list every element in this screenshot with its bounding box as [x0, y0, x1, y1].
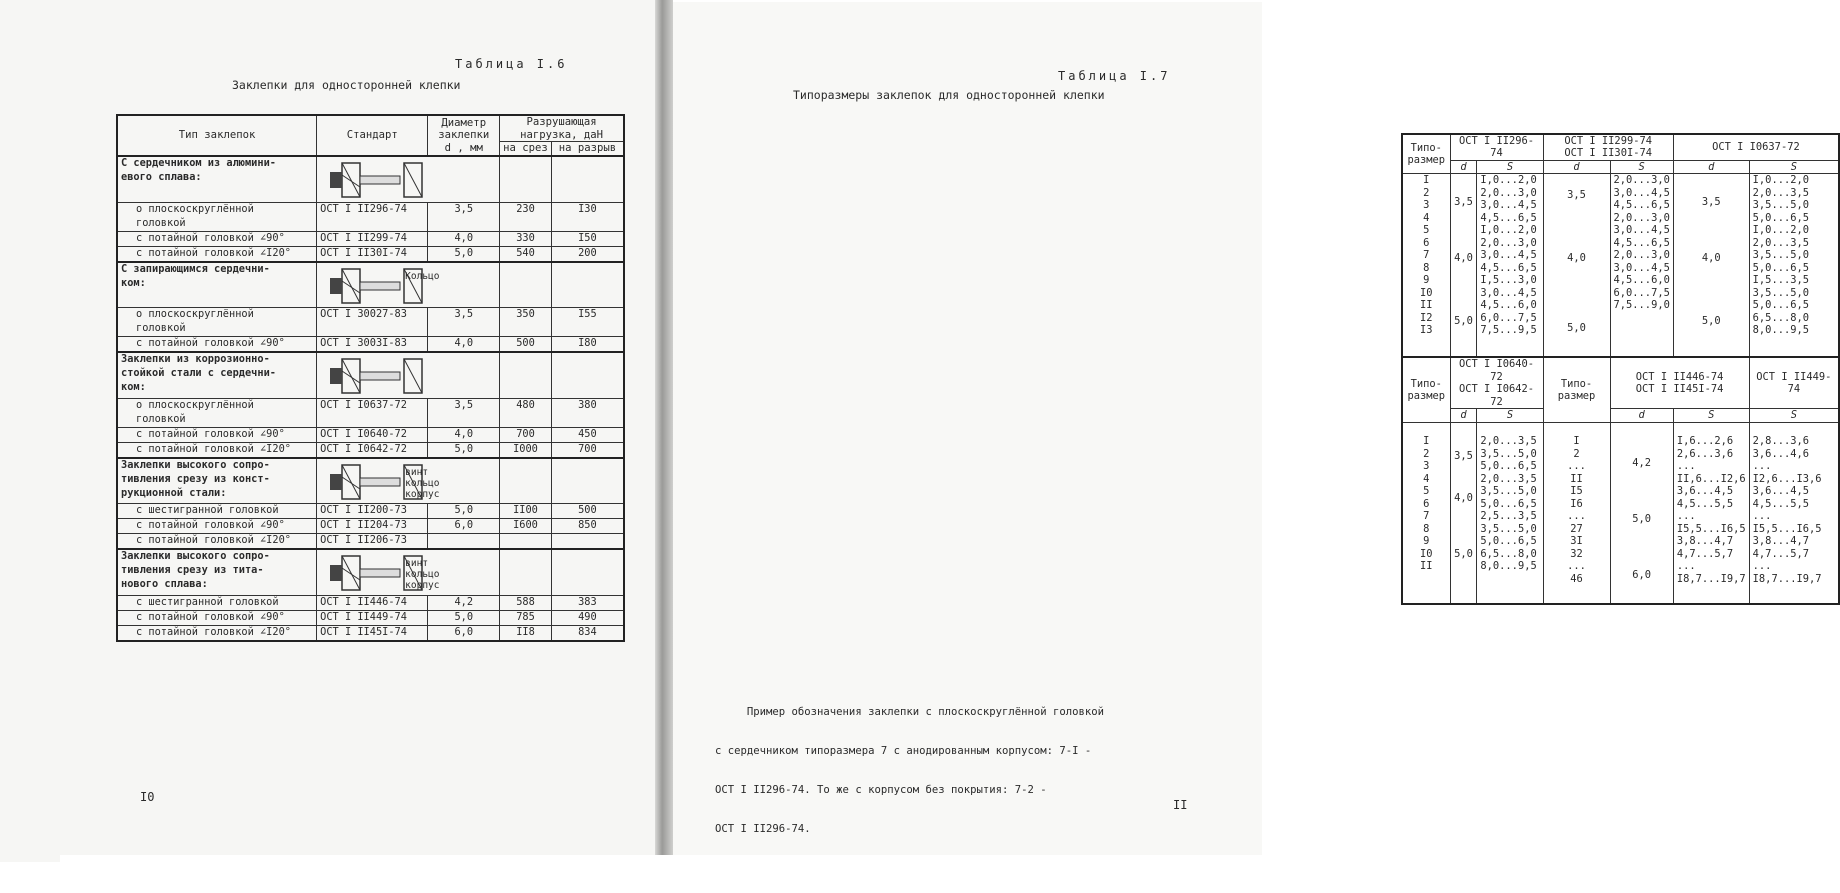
rivet-type: с шестигранной головкой — [117, 595, 317, 610]
note-line: с сердечником типоразмера 7 с анодированным корпусом: 7-I - — [715, 745, 1092, 757]
standard-cell: ОСТ I 3003I-83 — [317, 337, 428, 353]
tension-cell: I30 — [551, 202, 624, 231]
shear-cell — [500, 534, 552, 550]
group-header: ОСТ I II449-74 — [1749, 357, 1839, 408]
d-col: 3,5 4,0 5,0 — [1450, 422, 1477, 604]
example-note — [715, 680, 1104, 862]
s-col: 2,8...3,6 3,6...4,6 ... I2,6...I3,6 3,6...4,5 4,5...5,5 ... I5,5...I6,5 3,8...4,7 4,7...5,7 ... I8,7...I9,7 — [1749, 422, 1839, 604]
rivet-type: о плоскоскруглённой головкой — [117, 202, 317, 231]
rivet-type: с потайной головкой ∠I20° — [117, 534, 317, 550]
tension-cell: 490 — [551, 610, 624, 625]
table-row — [117, 427, 624, 442]
s-col: 2,0...3,5 3,5...5,0 5,0...6,5 2,0...3,5 3,5...5,0 5,0...6,5 2,5...3,5 3,5...5,0 5,0...6,5 6,5...8,0 8,0...9,5 — [1477, 422, 1543, 604]
header-type: Тип заклепок — [117, 115, 317, 156]
table-label: Таблица I.6 — [455, 57, 568, 71]
group-header: ОСТ I I0637-72 — [1673, 134, 1839, 160]
diameter-cell: 3,5 — [428, 202, 500, 231]
s-header: S — [1749, 160, 1839, 173]
header-diameter: Диаметр заклепки d , мм — [428, 115, 500, 156]
tension-cell: 200 — [551, 246, 624, 262]
table-label: Таблица I.7 — [1058, 69, 1171, 83]
section-row — [117, 262, 624, 308]
left-page — [0, 0, 664, 862]
s-col: 2,0...3,0 3,0...4,5 4,5...6,5 2,0...3,0 3,0...4,5 4,5...6,5 2,0...3,0 3,0...4,5 4,5...6,0 6,0...7,5 7,5...9,0 — [1610, 174, 1673, 358]
figure-cell — [317, 156, 500, 202]
figure-cell — [317, 352, 500, 398]
d-header: d — [1450, 409, 1477, 422]
standard-cell: ОСТ I 30027-83 — [317, 308, 428, 337]
table-row — [117, 610, 624, 625]
diameter-cell: 3,5 — [428, 398, 500, 427]
shear-cell: 230 — [500, 202, 552, 231]
s-header: S — [1610, 160, 1673, 173]
diameter-cell: 5,0 — [428, 610, 500, 625]
section-row — [117, 549, 624, 595]
tension-cell: I50 — [551, 231, 624, 246]
rivet-type: о плоскоскруглённой головкой — [117, 308, 317, 337]
shear-cell: 785 — [500, 610, 552, 625]
section-row — [117, 352, 624, 398]
note-line: ОСТ I II296-74. То же с корпусом без покрытия: 7-2 - — [715, 784, 1047, 796]
d-header: d — [1450, 160, 1477, 173]
standard-cell: ОСТ I II204-73 — [317, 519, 428, 534]
shear-cell: II8 — [500, 625, 552, 641]
shear-cell: 588 — [500, 595, 552, 610]
rivet-type: с потайной головкой ∠90° — [117, 610, 317, 625]
diameter-cell: 4,2 — [428, 595, 500, 610]
sizes-block — [1402, 174, 1839, 358]
standard-cell: ОСТ I II299-74 — [317, 231, 428, 246]
s-header: S — [1749, 409, 1839, 422]
standard-cell: ОСТ I I0640-72 — [317, 427, 428, 442]
diameter-cell: 6,0 — [428, 519, 500, 534]
rivets-table — [116, 114, 625, 642]
figure-cell — [317, 262, 500, 308]
table-row — [117, 231, 624, 246]
table-row — [117, 625, 624, 641]
right-page — [668, 2, 1832, 864]
table-row — [117, 504, 624, 519]
tension-cell: 850 — [551, 519, 624, 534]
d-header: d — [1543, 160, 1610, 173]
table-row — [117, 595, 624, 610]
shear-cell: II00 — [500, 504, 552, 519]
table-row — [117, 308, 624, 337]
header-shear: на срез — [500, 142, 552, 156]
group-header: ОСТ I II446-74 ОСТ I II45I-74 — [1610, 357, 1749, 408]
shear-cell: 540 — [500, 246, 552, 262]
d-header: d — [1673, 160, 1749, 173]
rivet-type: с потайной головкой ∠90° — [117, 427, 317, 442]
tension-cell: 383 — [551, 595, 624, 610]
note-line: ОСТ I II296-74. — [715, 823, 811, 835]
standard-cell: ОСТ I II449-74 — [317, 610, 428, 625]
s-header: S — [1673, 409, 1749, 422]
header-standard: Стандарт — [317, 115, 428, 156]
diameter-cell: 4,0 — [428, 427, 500, 442]
figure-labels: винт кольцо корпус — [405, 558, 440, 592]
section-title: С сердечником из алюмини- евого сплава: — [117, 156, 317, 202]
rivet-type: с потайной головкой ∠90° — [117, 231, 317, 246]
table-row — [117, 202, 624, 231]
size-header: Типо-размер — [1402, 134, 1450, 174]
rivet-type: с потайной головкой ∠I20° — [117, 246, 317, 262]
table-row — [117, 519, 624, 534]
standard-cell: ОСТ I II200-73 — [317, 504, 428, 519]
standard-cell: ОСТ I II446-74 — [317, 595, 428, 610]
size-header: Типо-размер — [1402, 357, 1450, 422]
group-header: ОСТ I II296-74 — [1450, 134, 1543, 160]
s-header: S — [1477, 160, 1543, 173]
page-number: II — [1173, 798, 1188, 812]
rivet-type: о плоскоскруглённой головкой — [117, 398, 317, 427]
standard-cell: ОСТ I II206-73 — [317, 534, 428, 550]
diameter-cell: 3,5 — [428, 308, 500, 337]
rivet-type: с шестигранной головкой — [117, 504, 317, 519]
page-number: I0 — [140, 790, 155, 804]
tension-cell: 380 — [551, 398, 624, 427]
tension-cell: I55 — [551, 308, 624, 337]
d-col: 3,5 4,0 5,0 — [1543, 174, 1610, 358]
diameter-cell: 4,0 — [428, 337, 500, 353]
standard-cell: ОСТ I II296-74 — [317, 202, 428, 231]
table-row — [117, 534, 624, 550]
page-edge — [60, 855, 1262, 893]
rivet-figure — [320, 157, 430, 203]
diameter-cell: 4,0 — [428, 231, 500, 246]
figure-cell — [317, 549, 500, 595]
tension-cell: 450 — [551, 427, 624, 442]
section-title: С запирающимся сердечни- ком: — [117, 262, 317, 308]
header-load: Разрушающая нагрузка, даН — [500, 115, 624, 142]
diameter-cell: 6,0 — [428, 625, 500, 641]
book-gutter — [655, 0, 673, 893]
section-row — [117, 458, 624, 504]
table-caption: Типоразмеры заклепок для односторонней клепки — [793, 88, 1105, 102]
figure-cell — [317, 458, 500, 504]
d-col: 3,5 4,0 5,0 — [1450, 174, 1477, 358]
rivet-figure — [320, 353, 430, 399]
standard-cell: ОСТ I II45I-74 — [317, 625, 428, 641]
table-row — [117, 337, 624, 353]
group-header: ОСТ I I0640-72 ОСТ I I0642-72 — [1450, 357, 1543, 408]
tension-cell: 834 — [551, 625, 624, 641]
header-tension: на разрыв — [551, 142, 624, 156]
rivet-type: с потайной головкой ∠90° — [117, 519, 317, 534]
s-col: I,0...2,0 2,0...3,5 3,5...5,0 5,0...6,5 I,0...2,0 2,0...3,5 3,5...5,0 5,0...6,5 I,5...3,5 3,5...5,0 5,0...6,5 6,5...8,0 8,0...9,5 — [1749, 174, 1839, 358]
size-col: I 2 3 4 5 6 7 8 9 I0 II — [1402, 422, 1450, 604]
shear-cell: I000 — [500, 442, 552, 458]
d-col: 3,5 4,0 5,0 — [1673, 174, 1749, 358]
d-header: d — [1610, 409, 1673, 422]
shear-cell: 480 — [500, 398, 552, 427]
group-header: ОСТ I II299-74 ОСТ I II30I-74 — [1543, 134, 1673, 160]
tension-cell: 500 — [551, 504, 624, 519]
section-title: Заклепки высокого сопро- тивления срезу из конст- рукционной стали: — [117, 458, 317, 504]
table-row — [117, 398, 624, 427]
table-row — [117, 246, 624, 262]
standard-cell: ОСТ I II30I-74 — [317, 246, 428, 262]
size-col: I 2 ... II I5 I6 ... 27 3I 32 ... 46 — [1543, 422, 1610, 604]
diameter-cell — [428, 534, 500, 550]
diameter-cell: 5,0 — [428, 442, 500, 458]
s-header: S — [1477, 409, 1543, 422]
shear-cell: 700 — [500, 427, 552, 442]
diameter-cell: 5,0 — [428, 246, 500, 262]
standard-cell: ОСТ I I0642-72 — [317, 442, 428, 458]
shear-cell: I600 — [500, 519, 552, 534]
size-col: I 2 3 4 5 6 7 8 9 I0 II I2 I3 — [1402, 174, 1450, 358]
section-title: Заклепки высокого сопро- тивления срезу из тита- нового сплава: — [117, 549, 317, 595]
shear-cell: 350 — [500, 308, 552, 337]
rivet-type: с потайной головкой ∠90° — [117, 337, 317, 353]
figure-labels: винт кольцо корпус — [405, 466, 440, 500]
tension-cell: I80 — [551, 337, 624, 353]
s-col: I,6...2,6 2,6...3,6 ... II,6...I2,6 3,6...4,5 4,5...5,5 ... I5,5...I6,5 3,8...4,7 4,7...5,7 ... I8,7...I9,7 — [1673, 422, 1749, 604]
s-col: I,0...2,0 2,0...3,0 3,0...4,5 4,5...6,5 I,0...2,0 2,0...3,0 3,0...4,5 4,5...6,5 I,5...3,0 3,0...4,5 4,5...6,0 6,0...7,5 7,5...9,5 — [1477, 174, 1543, 358]
shear-cell: 330 — [500, 231, 552, 246]
figure-labels: Кольцо — [405, 270, 440, 282]
d-col: 4,2 5,0 6,0 — [1610, 422, 1673, 604]
sizes-table — [1401, 133, 1840, 605]
section-row — [117, 156, 624, 202]
rivet-figure — [320, 263, 430, 309]
rivet-type: с потайной головкой ∠I20° — [117, 442, 317, 458]
note-line: Пример обозначения заклепки с плоскоскруглённой головкой — [715, 706, 1105, 718]
standard-cell: ОСТ I I0637-72 — [317, 398, 428, 427]
section-title: Заклепки из коррозионно- стойкой стали с сердечни- ком: — [117, 352, 317, 398]
tension-cell — [551, 534, 624, 550]
shear-cell: 500 — [500, 337, 552, 353]
diameter-cell: 5,0 — [428, 504, 500, 519]
table-caption: Заклепки для односторонней клепки — [232, 78, 461, 92]
size-header: Типо-размер — [1543, 357, 1610, 422]
tension-cell: 700 — [551, 442, 624, 458]
table-row — [117, 442, 624, 458]
rivet-type: с потайной головкой ∠I20° — [117, 625, 317, 641]
